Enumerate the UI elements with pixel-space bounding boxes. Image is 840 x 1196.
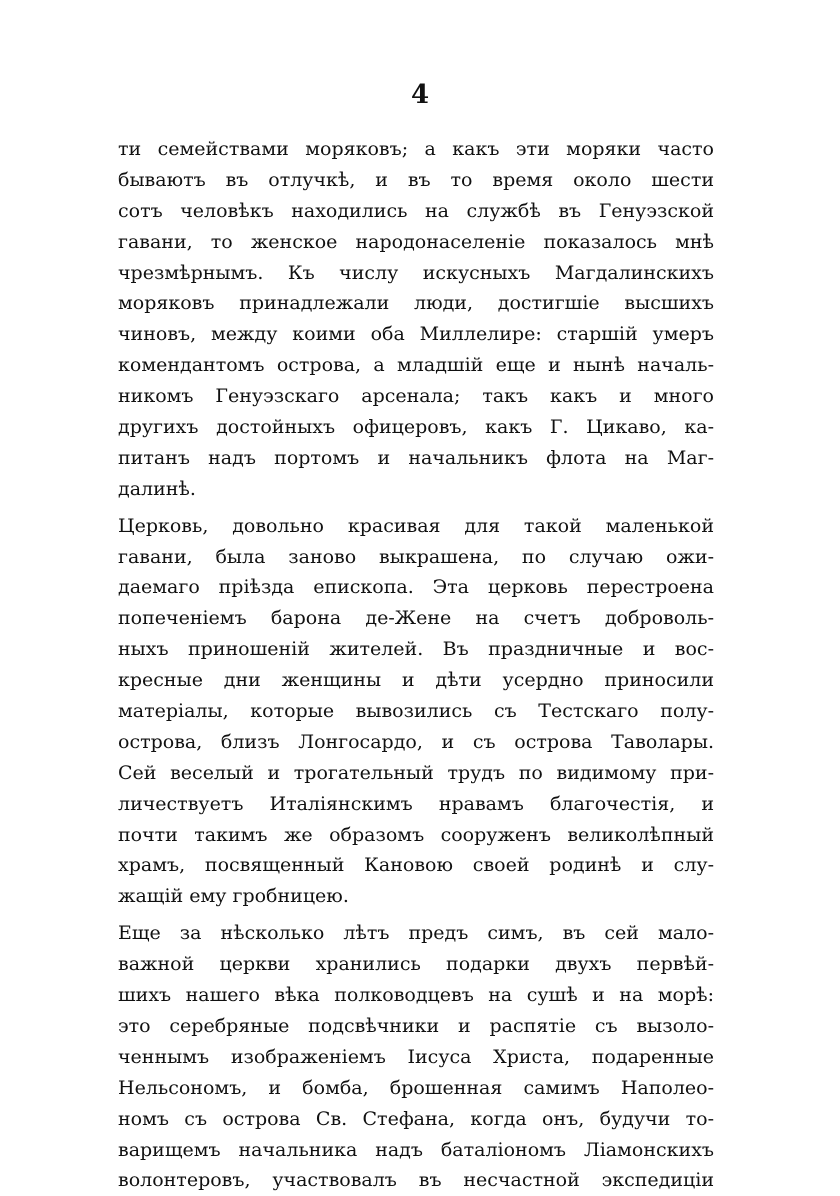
text-line: личествуетъ Италіянскимъ нравамъ благочестія, и [118, 792, 714, 815]
text-line: бываютъ въ отлучкѣ, и въ то время около шести [118, 168, 714, 191]
text-line: матеріалы, которые вывозились съ Тестскаго полу- [118, 700, 714, 723]
page-number: 4 [410, 80, 430, 110]
text-line: моряковъ принадлежали люди, достигшіе высшихъ [118, 292, 714, 315]
text-line: сотъ человѣкъ находились на службѣ въ Генуэзской [118, 199, 714, 222]
paragraph [118, 134, 714, 505]
text-line: ти семействами моряковъ; а какъ эти моряки часто [118, 138, 714, 160]
text-line: попеченіемъ барона де-Жене на счетъ доброволь- [118, 607, 714, 630]
text-line: варищемъ начальника надъ баталіономъ Ліамонскихъ [118, 1138, 714, 1161]
text-line: острова, близъ Лонгосардо, и съ острова Таволары. [118, 730, 714, 753]
text-line: это серебряные подсвѣчники и распятіе съ вызоло- [118, 1014, 714, 1037]
text-line: Церковь, довольно красивая для такой маленькой [118, 514, 714, 537]
text-line: волонтеровъ, участвовалъ въ несчастной экспедиціи [118, 1169, 714, 1192]
text-line: питанъ надъ портомъ и начальникъ флота на Маг- [118, 446, 714, 469]
text-line: чиновъ, между коими оба Миллелире: старшій умеръ [118, 323, 714, 346]
text-line: Еще за нѣсколько лѣтъ предъ симъ, въ сей мало- [118, 922, 714, 945]
body-text [118, 134, 714, 1196]
text-line: другихъ достойныхъ офицеровъ, какъ Г. Цикаво, ка- [118, 416, 714, 439]
text-line: важной церкви хранились подарки двухъ первѣй- [118, 953, 714, 976]
text-line: Нельсономъ, и бомба, брошенная самимъ Наполео- [118, 1076, 714, 1099]
text-line: почти такимъ же образомъ сооруженъ великолѣпный [118, 823, 714, 846]
paragraph [118, 918, 714, 1196]
text-line: гавани, то женское народонаселеніе показалось мнѣ [118, 230, 714, 253]
text-line: ченнымъ изображеніемъ Іисуса Христа, подаренные [118, 1045, 714, 1068]
text-line: кресные дни женщины и дѣти усердно приносили [118, 669, 714, 692]
text-line: никомъ Генуэзскаго арсенала; такъ какъ и много [118, 385, 714, 408]
paragraph [118, 511, 714, 913]
text-line: комендантомъ острова, а младшій еще и нынѣ началь- [118, 354, 714, 377]
text-line: храмъ, посвященный Кановою своей родинѣ и слу- [118, 854, 714, 877]
text-line: номъ съ острова Св. Стефана, когда онъ, будучи то- [118, 1107, 714, 1130]
text-line: даемаго пріѣзда епископа. Эта церковь перестроена [118, 576, 714, 599]
text-line: гавани, была заново выкрашена, по случаю ожи- [118, 545, 714, 568]
text-line: далинѣ. [118, 477, 196, 500]
text-line: Сей веселый и трогательный трудъ по видимому при- [118, 761, 714, 784]
text-line: жащій ему гробницею. [118, 885, 349, 908]
text-line: шихъ нашего вѣка полководцевъ на сушѣ и на морѣ: [118, 984, 714, 1007]
text-line: чрезмѣрнымъ. Къ числу искусныхъ Магдалинскихъ [118, 261, 714, 284]
text-line: ныхъ приношеній жителей. Въ праздничные и вос- [118, 638, 714, 661]
